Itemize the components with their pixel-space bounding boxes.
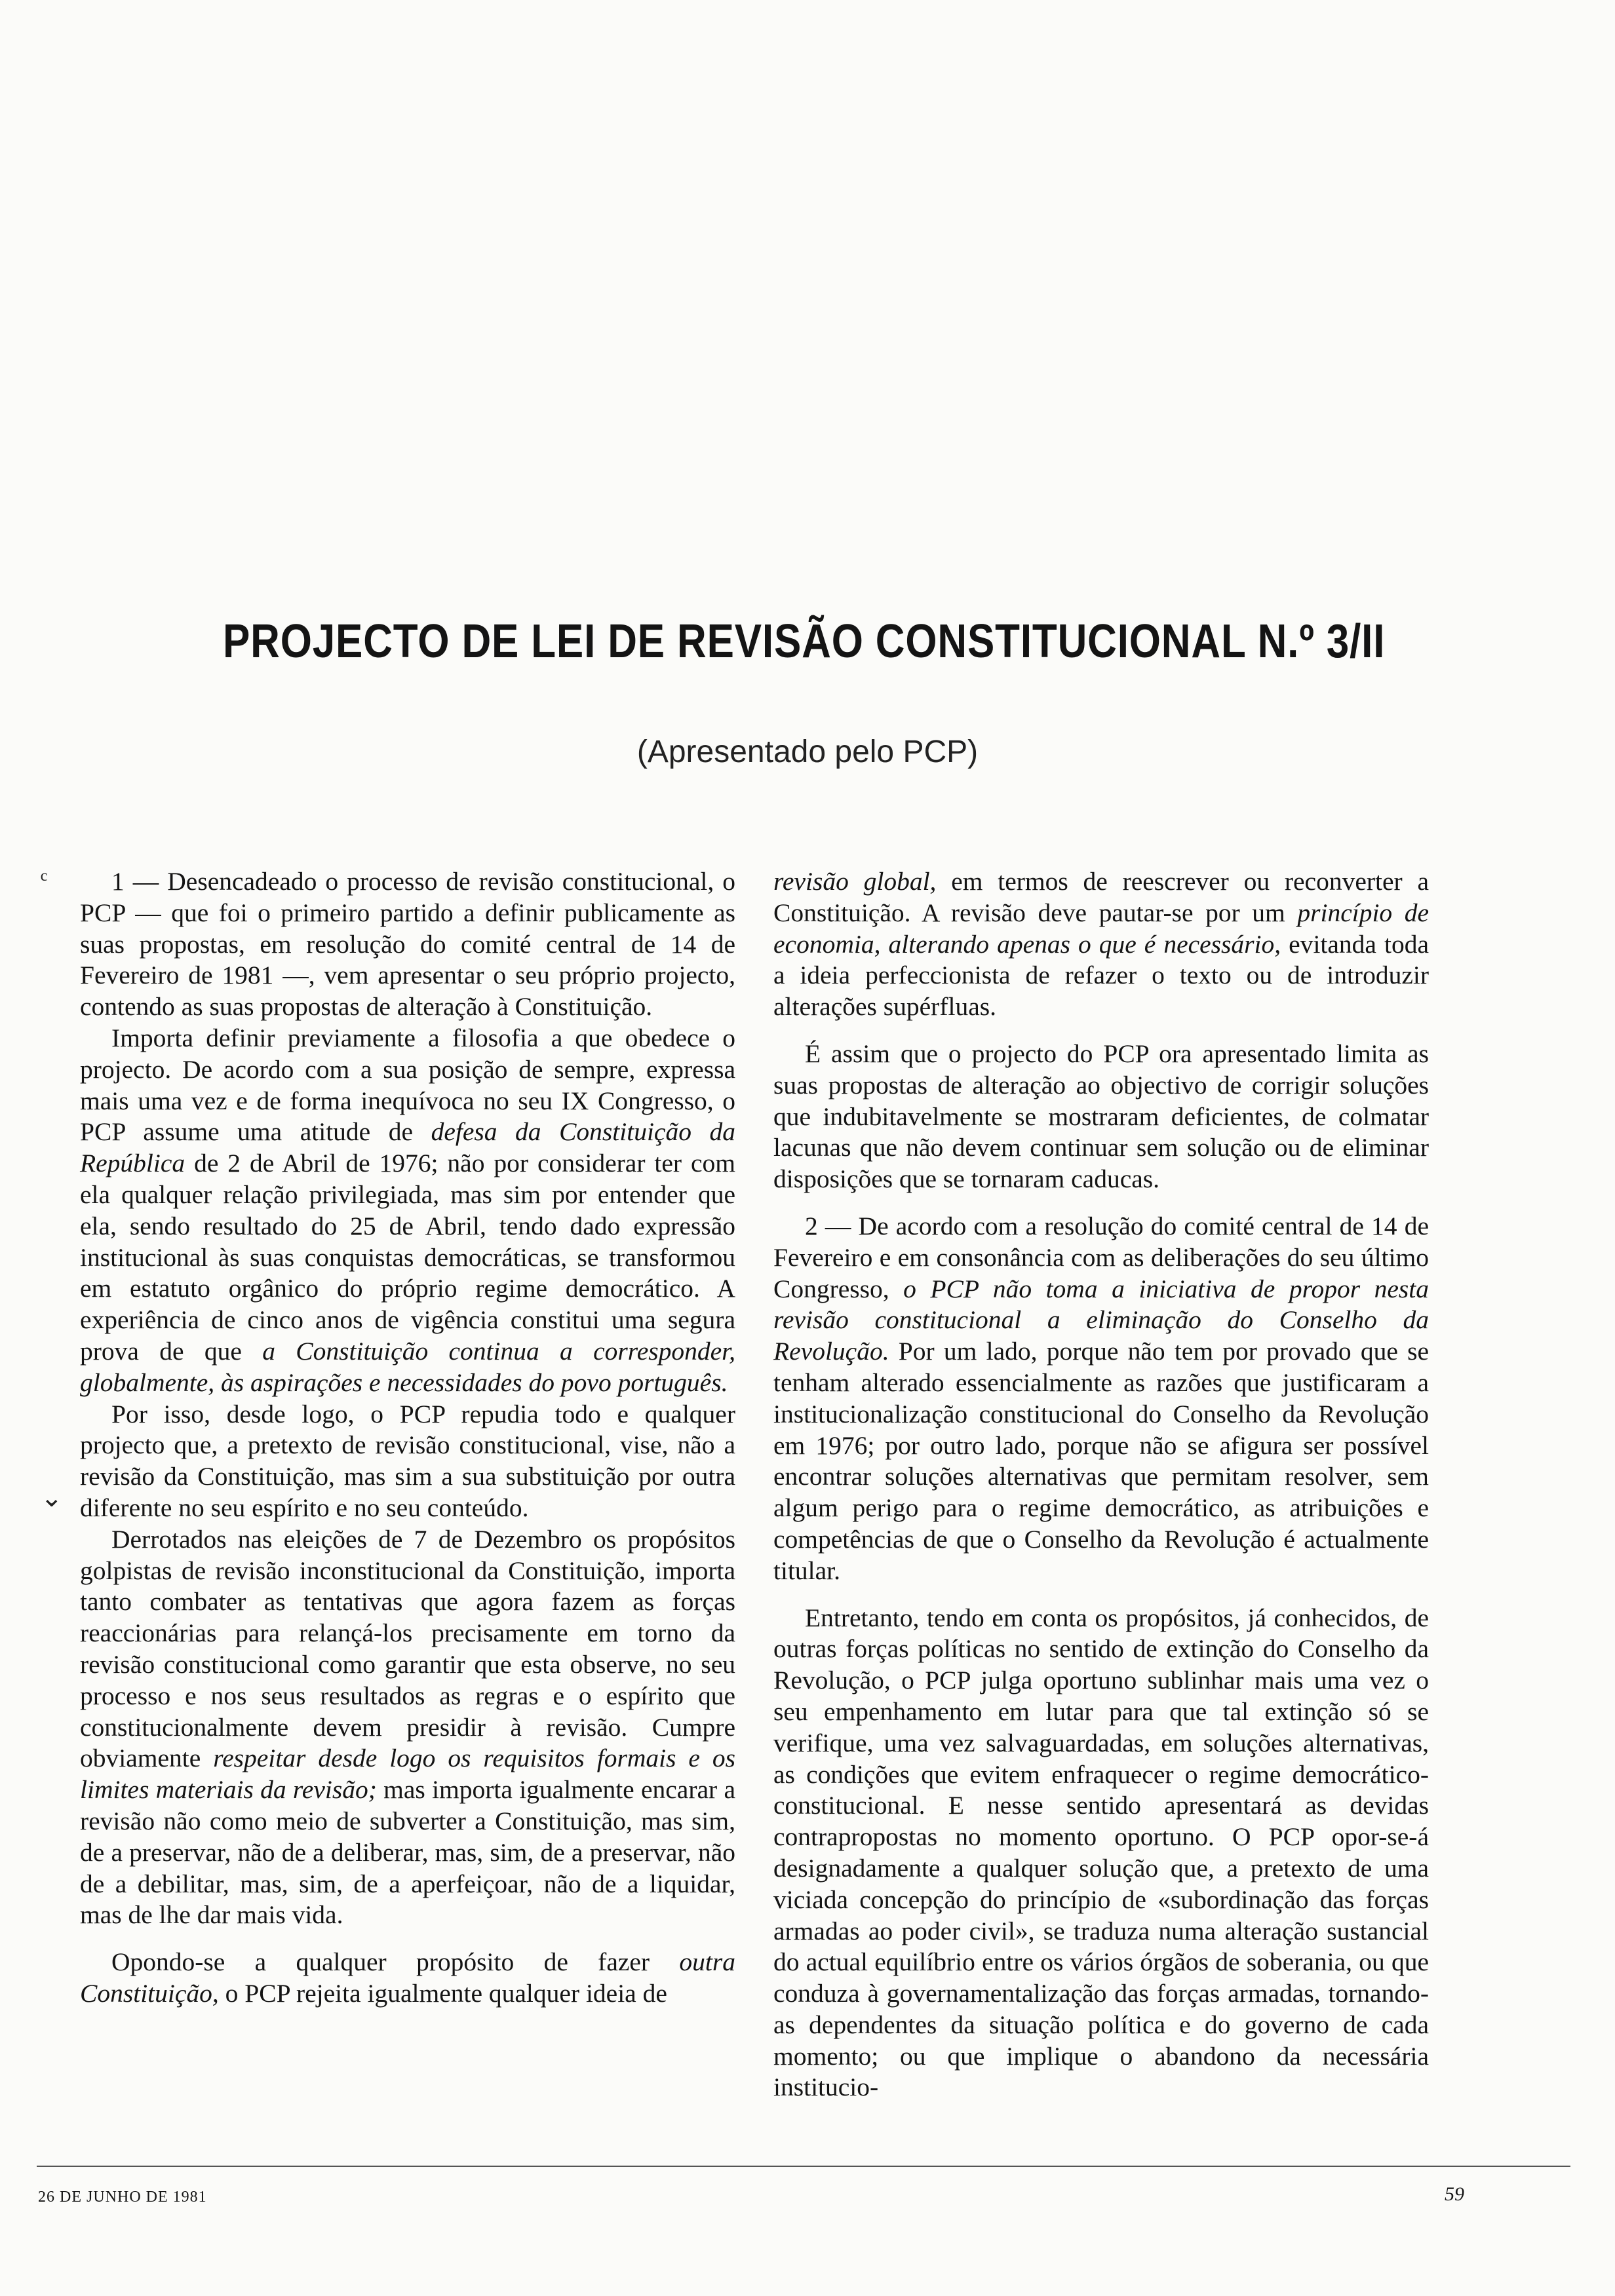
paragraph bbox=[773, 1603, 1429, 2104]
paragraph-text: evitanda toda a ideia perfeccionista de refazer o texto ou de introduzir alterações supérfluas. bbox=[773, 929, 1429, 1022]
paragraph bbox=[80, 1399, 735, 1524]
paragraph-text: o PCP rejeita igualmente qualquer ideia de bbox=[218, 1978, 667, 2008]
page-title: PROJECTO DE LEI DE REVISÃO CONSTITUCIONAL N.º 3/II bbox=[223, 615, 1386, 668]
paragraph-text: Opondo-se a qualquer propósito de fazer bbox=[111, 1947, 680, 1977]
emphasis-text: a Constituição continua a corresponder, globalmente, às aspirações e necessidades do povo português. bbox=[80, 1336, 735, 1397]
paragraph bbox=[80, 1023, 735, 1399]
margin-mark: ᶜ bbox=[41, 864, 48, 894]
emphasis-text: respeitar desde logo os requisitos formais e os limites materiais da revisão; bbox=[80, 1744, 735, 1805]
paragraph-text: em termos de reescrever ou reconverter a Constituição. A revisão deve pautar-se por um bbox=[773, 867, 1429, 927]
emphasis-text: princípio de economia, alterando apenas o que é necessário, bbox=[773, 898, 1430, 959]
page-number: 59 bbox=[1445, 2183, 1464, 2205]
paragraph bbox=[773, 866, 1429, 1023]
paragraph bbox=[80, 866, 735, 1023]
paragraph-text: 2 — De acordo com a resolução do comité central de 14 de Fevereiro e em consonância com as deliberações do seu último Congresso, bbox=[773, 1211, 1429, 1303]
emphasis-text: o PCP não toma a iniciativa de propor nesta revisão constitucional a eliminação do Conselho da Revolução. bbox=[773, 1274, 1430, 1366]
emphasis-text: defesa da Constituição da República bbox=[80, 1117, 736, 1178]
footer-rule bbox=[37, 2166, 1570, 2167]
paragraph-text: mas importa igualmente encarar a revisão não como meio de subverter a Constituição, mas sim, de a preservar, não de a deliberar, mas, sim, de a preservar, não de a debilitar, mas, sim, de a aperfeiçoar, não de a liquidar, mas de lhe dar mais vida. bbox=[80, 1775, 735, 1930]
paragraph-text: Por um lado, porque não tem por provado que se tenham alterado essencialmente as razões que justificaram a institucionalização constitucional do Conselho da Revolução em 1976; por outro lado, porque não se afigura ser possível encontrar soluções alternativas que permitam resolver, sem algum perigo para o regime democrático, as atribuições e competências de que o Conselho da Revolução é actualmente titular. bbox=[773, 1337, 1429, 1585]
emphasis-text: revisão global, bbox=[773, 867, 937, 896]
paragraph-text: Entretanto, tendo em conta os propósitos, já conhecidos, de outras forças políticas no sentido de extinção do Conselho da Revolução, o PCP julga oportuno sublinhar mais uma vez o seu empenhamento em lutar para que tal extinção só se verifique, uma vez salvaguardadas, em soluções alternativas, as condições que evitem enfraquecer o regime democrático-constitucional. E nesse sentido apresentará as devidas contrapropostas no momento oportuno. O PCP opor-se-á designadamente a qualquer solução que, a pretexto de uma viciada concepção do princípio de «subordinação das forças armadas ao poder civil», se traduza numa alteração sustancial do actual equilíbrio entre os vários órgãos de soberania, ou que conduza à governamentalização das forças armadas, tornando-as dependentes da situação política e do governo de cada momento; ou que implique o abandono da necessária institucio- bbox=[773, 1603, 1429, 2102]
margin-mark: ⌄ bbox=[41, 1483, 63, 1512]
paragraph bbox=[773, 1211, 1429, 1587]
paragraph bbox=[80, 1524, 735, 1931]
page-subtitle: (Apresentado pelo PCP) bbox=[636, 735, 979, 769]
emphasis-text: outra Constituição, bbox=[80, 1947, 735, 2008]
paragraph bbox=[80, 1947, 735, 2010]
right-column bbox=[773, 866, 1429, 2103]
paragraph bbox=[773, 1039, 1429, 1195]
left-column bbox=[80, 866, 735, 2010]
footer-date: 26 DE JUNHO DE 1981 bbox=[38, 2189, 207, 2206]
paragraph-text: de 2 de Abril de 1976; não por considerar ter com ela qualquer relação privilegiada, mas sim por entender que ela, sendo resultado do 25 de Abril, tendo dado expressão institucional às suas conquistas democráticas, se transformou em estatuto orgânico do próprio regime democrático. A experiência de cinco anos de vigência constitui uma segura prova de que bbox=[80, 1149, 735, 1366]
paragraph-text: É assim que o projecto do PCP ora apresentado limita as suas propostas de alteração ao objectivo de corrigir soluções que indubitavelmente se mostraram deficientes, de colmatar lacunas que não devem continuar sem solução ou de eliminar disposições que se tornaram caducas. bbox=[773, 1039, 1429, 1194]
paragraph-text: Por isso, desde logo, o PCP repudia todo e qualquer projecto que, a pretexto de revisão constitucional, vise, não a revisão da Constituição, mas sim a sua substituição por outra diferente no seu espírito e no seu conteúdo. bbox=[80, 1399, 735, 1522]
paragraph-text: Derrotados nas eleições de 7 de Dezembro os propósitos golpistas de revisão inconstitucional da Constituição, importa tanto combater as tentativas que agora fazem as forças reaccionárias para relançá-los precisamente em torno da revisão constitucional como garantir que esta observe, no seu processo e nos seus resultados as regras e o espírito que constitucionalmente devem presidir à revisão. Cumpre obviamente bbox=[80, 1524, 735, 1773]
paragraph-text: Importa definir previamente a filosofia a que obedece o projecto. De acordo com a sua posição de sempre, expressa mais uma vez e de forma inequívoca no seu IX Congresso, o PCP assume uma atitude de bbox=[80, 1023, 735, 1147]
paragraph-text: 1 — Desencadeado o processo de revisão constitucional, o PCP — que foi o primeiro partido a definir publicamente as suas propostas, em resolução do comité central de 14 de Fevereiro de 1981 —, vem apresentar o seu próprio projecto, contendo as suas propostas de alteração à Constituição. bbox=[80, 867, 735, 1022]
